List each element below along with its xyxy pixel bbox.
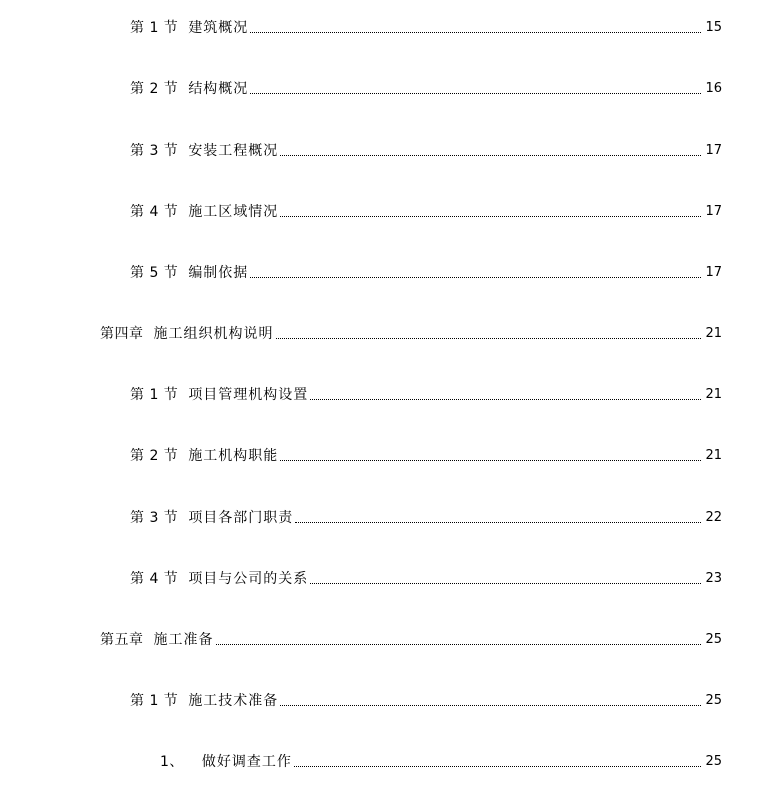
entry-number: 第 3 节 bbox=[130, 143, 179, 159]
entry-title: 安装工程概况 bbox=[188, 143, 279, 159]
page-number: 17 bbox=[705, 204, 722, 219]
toc-entry[interactable] bbox=[130, 383, 722, 403]
toc-entry[interactable] bbox=[130, 200, 722, 220]
entry-number: 1、 bbox=[160, 754, 184, 770]
toc-entry-chapter[interactable] bbox=[100, 628, 722, 648]
page-number: 25 bbox=[705, 632, 722, 647]
entry-number: 第 1 节 bbox=[130, 693, 179, 709]
toc-entry[interactable] bbox=[130, 261, 722, 281]
entry-title: 做好调查工作 bbox=[201, 754, 292, 770]
dot-leader bbox=[280, 154, 701, 156]
page-number: 25 bbox=[705, 693, 722, 708]
entry-title: 编制依据 bbox=[188, 265, 249, 281]
entry-title: 项目管理机构设置 bbox=[188, 387, 309, 403]
entry-number: 第 4 节 bbox=[130, 571, 179, 587]
dot-leader bbox=[250, 92, 701, 94]
page-number: 21 bbox=[705, 448, 722, 463]
dot-leader bbox=[280, 215, 701, 217]
dot-leader bbox=[250, 31, 701, 33]
toc-entry[interactable] bbox=[130, 689, 722, 709]
toc-entry[interactable] bbox=[130, 16, 722, 36]
dot-leader bbox=[294, 765, 702, 767]
dot-leader bbox=[276, 337, 702, 339]
entry-number: 第 3 节 bbox=[130, 510, 179, 526]
entry-title: 结构概况 bbox=[188, 81, 249, 97]
dot-leader bbox=[250, 276, 701, 278]
entry-title: 施工机构职能 bbox=[188, 448, 279, 464]
dot-leader bbox=[216, 643, 702, 645]
toc-entry-item[interactable] bbox=[160, 750, 722, 770]
toc-entry-chapter[interactable] bbox=[100, 322, 722, 342]
entry-number: 第 1 节 bbox=[130, 20, 179, 36]
entry-title: 项目与公司的关系 bbox=[188, 571, 309, 587]
entry-number: 第 1 节 bbox=[130, 387, 179, 403]
entry-number: 第 2 节 bbox=[130, 81, 179, 97]
page-number: 16 bbox=[705, 81, 722, 96]
entry-title: 施工区域情况 bbox=[188, 204, 279, 220]
entry-title: 施工组织机构说明 bbox=[153, 326, 274, 342]
page-number: 17 bbox=[705, 143, 722, 158]
entry-title: 施工准备 bbox=[153, 632, 214, 648]
entry-title: 施工技术准备 bbox=[188, 693, 279, 709]
entry-number: 第 2 节 bbox=[130, 448, 179, 464]
page-number: 23 bbox=[705, 571, 722, 586]
dot-leader bbox=[280, 704, 701, 706]
entry-title: 建筑概况 bbox=[188, 20, 249, 36]
page-number: 22 bbox=[705, 510, 722, 525]
toc-entry[interactable] bbox=[130, 77, 722, 97]
entry-number: 第五章 bbox=[100, 632, 144, 648]
entry-number: 第四章 bbox=[100, 326, 144, 342]
dot-leader bbox=[310, 582, 701, 584]
entry-number: 第 4 节 bbox=[130, 204, 179, 220]
dot-leader bbox=[310, 398, 701, 400]
page-number: 17 bbox=[705, 265, 722, 280]
entry-title: 项目各部门职责 bbox=[188, 510, 294, 526]
page-number: 21 bbox=[705, 387, 722, 402]
page-number: 21 bbox=[705, 326, 722, 341]
toc-entry[interactable] bbox=[130, 567, 722, 587]
toc-entry[interactable] bbox=[130, 506, 722, 526]
page-number: 15 bbox=[705, 20, 722, 35]
entry-number: 第 5 节 bbox=[130, 265, 179, 281]
toc-entry[interactable] bbox=[130, 139, 722, 159]
toc-entry[interactable] bbox=[130, 444, 722, 464]
page-number: 25 bbox=[705, 754, 722, 769]
dot-leader bbox=[295, 521, 701, 523]
dot-leader bbox=[280, 459, 701, 461]
